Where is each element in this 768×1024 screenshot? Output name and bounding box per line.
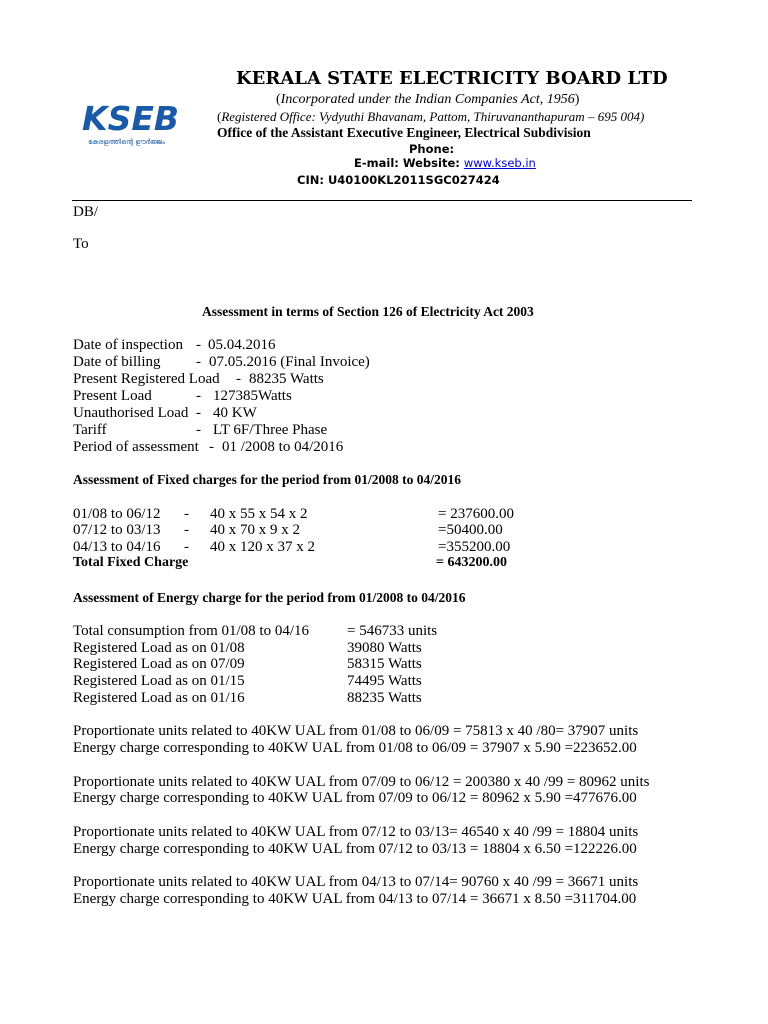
fixed-period: 07/12 to 03/13 bbox=[73, 522, 161, 538]
energy-label: Registered Load as on 01/15 bbox=[73, 673, 245, 689]
logo-tagline: കേരളത്തിന്റെ ഊർജ്ജം bbox=[88, 138, 165, 146]
energy-value: 74495 Watts bbox=[347, 673, 422, 689]
detail-sep: - bbox=[196, 405, 201, 421]
energy-label: Registered Load as on 07/09 bbox=[73, 656, 245, 672]
energy-label: Total consumption from 01/08 to 04/16 bbox=[73, 623, 310, 639]
total-fixed-amount: = 643200.00 bbox=[436, 555, 507, 570]
energy-charge-line: Energy charge corresponding to 40KW UAL from 07/09 to 06/12 = 80962 x 5.90 =477676.00 bbox=[73, 790, 637, 806]
registered-office-line: (Registered Office: Vydyuthi Bhavanam, Pattom, Thiruvananthapuram – 695 004) bbox=[217, 109, 645, 124]
detail-value: 127385Watts bbox=[213, 388, 292, 404]
energy-value: 39080 Watts bbox=[347, 640, 422, 656]
cin-line: CIN: U40100KL2011SGC027424 bbox=[297, 173, 500, 187]
detail-value: LT 6F/Three Phase bbox=[213, 422, 328, 438]
proportionate-units-line: Proportionate units related to 40KW UAL from 04/13 to 07/14= 90760 x 40 /99 = 36671 units bbox=[73, 874, 639, 890]
detail-value: 07.05.2016 (Final Invoice) bbox=[209, 354, 370, 370]
company-title: KERALA STATE ELECTRICITY BOARD LTD bbox=[236, 68, 668, 89]
total-fixed-label: Total Fixed Charge bbox=[73, 555, 189, 570]
incorporated-line: (Incorporated under the Indian Companies Act, 1956) bbox=[276, 92, 580, 107]
energy-value: 58315 Watts bbox=[347, 656, 422, 672]
energy-value: 88235 Watts bbox=[347, 690, 422, 706]
detail-label: Tariff bbox=[73, 422, 107, 438]
fixed-amount: =355200.00 bbox=[438, 539, 511, 555]
fixed-amount: =50400.00 bbox=[438, 522, 503, 538]
detail-sep: - bbox=[196, 422, 201, 438]
to-label: To bbox=[73, 236, 89, 252]
fixed-amount: = 237600.00 bbox=[438, 506, 514, 522]
energy-value: = 546733 units bbox=[347, 623, 438, 639]
detail-label: Period of assessment bbox=[73, 439, 199, 455]
energy-label: Registered Load as on 01/16 bbox=[73, 690, 245, 706]
energy-charge-line: Energy charge corresponding to 40KW UAL from 07/12 to 03/13 = 18804 x 6.50 =122226.00 bbox=[73, 841, 637, 857]
detail-sep: - bbox=[196, 388, 201, 404]
energy-label: Registered Load as on 01/08 bbox=[73, 640, 245, 656]
ref-number: DB/ bbox=[73, 204, 99, 220]
detail-value: 05.04.2016 bbox=[208, 337, 276, 353]
office-line: Office of the Assistant Executive Engineer, Electrical Subdivision bbox=[217, 125, 591, 140]
logo-text: KSEB bbox=[82, 99, 180, 138]
fixed-dash: - bbox=[184, 539, 189, 555]
detail-value: 88235 Watts bbox=[249, 371, 324, 387]
detail-value: 01 /2008 to 04/2016 bbox=[222, 439, 344, 455]
fixed-period: 01/08 to 06/12 bbox=[73, 506, 161, 522]
detail-sep: - bbox=[209, 439, 214, 455]
energy-charges-heading: Assessment of Energy charge for the period from 01/2008 to 04/2016 bbox=[73, 590, 466, 605]
website-link[interactable]: www.kseb.in bbox=[463, 156, 536, 170]
fixed-period: 04/13 to 04/16 bbox=[73, 539, 161, 555]
proportionate-units-line: Proportionate units related to 40KW UAL from 07/09 to 06/12 = 200380 x 40 /99 = 80962 units bbox=[73, 774, 650, 790]
fixed-dash: - bbox=[184, 506, 189, 522]
detail-label: Date of inspection bbox=[73, 337, 183, 353]
fixed-calc: 40 x 120 x 37 x 2 bbox=[210, 539, 315, 555]
detail-label: Present Load bbox=[73, 388, 152, 404]
email-website-line: E-mail: Website: www.kseb.in bbox=[354, 156, 536, 170]
assessment-heading: Assessment in terms of Section 126 of Electricity Act 2003 bbox=[202, 304, 534, 319]
detail-sep: - bbox=[196, 337, 201, 353]
detail-label: Unauthorised Load bbox=[73, 405, 189, 421]
energy-charge-line: Energy charge corresponding to 40KW UAL from 01/08 to 06/09 = 37907 x 5.90 =223652.00 bbox=[73, 740, 637, 756]
energy-charge-line: Energy charge corresponding to 40KW UAL from 04/13 to 07/14 = 36671 x 8.50 =311704.00 bbox=[73, 891, 637, 907]
detail-sep: - bbox=[236, 371, 241, 387]
detail-value: 40 KW bbox=[213, 405, 257, 421]
phone-label: Phone: bbox=[409, 142, 455, 156]
header-divider bbox=[72, 200, 692, 201]
fixed-charges-heading: Assessment of Fixed charges for the period from 01/2008 to 04/2016 bbox=[73, 472, 461, 487]
detail-label: Date of billing bbox=[73, 354, 161, 370]
detail-label: Present Registered Load bbox=[73, 371, 220, 387]
kseb-logo bbox=[80, 96, 200, 148]
proportionate-units-line: Proportionate units related to 40KW UAL from 01/08 to 06/09 = 75813 x 40 /80= 37907 units bbox=[73, 723, 639, 739]
proportionate-units-line: Proportionate units related to 40KW UAL from 07/12 to 03/13= 46540 x 40 /99 = 18804 units bbox=[73, 824, 639, 840]
detail-sep: - bbox=[196, 354, 201, 370]
fixed-calc: 40 x 55 x 54 x 2 bbox=[210, 506, 308, 522]
fixed-dash: - bbox=[184, 522, 189, 538]
fixed-calc: 40 x 70 x 9 x 2 bbox=[210, 522, 300, 538]
